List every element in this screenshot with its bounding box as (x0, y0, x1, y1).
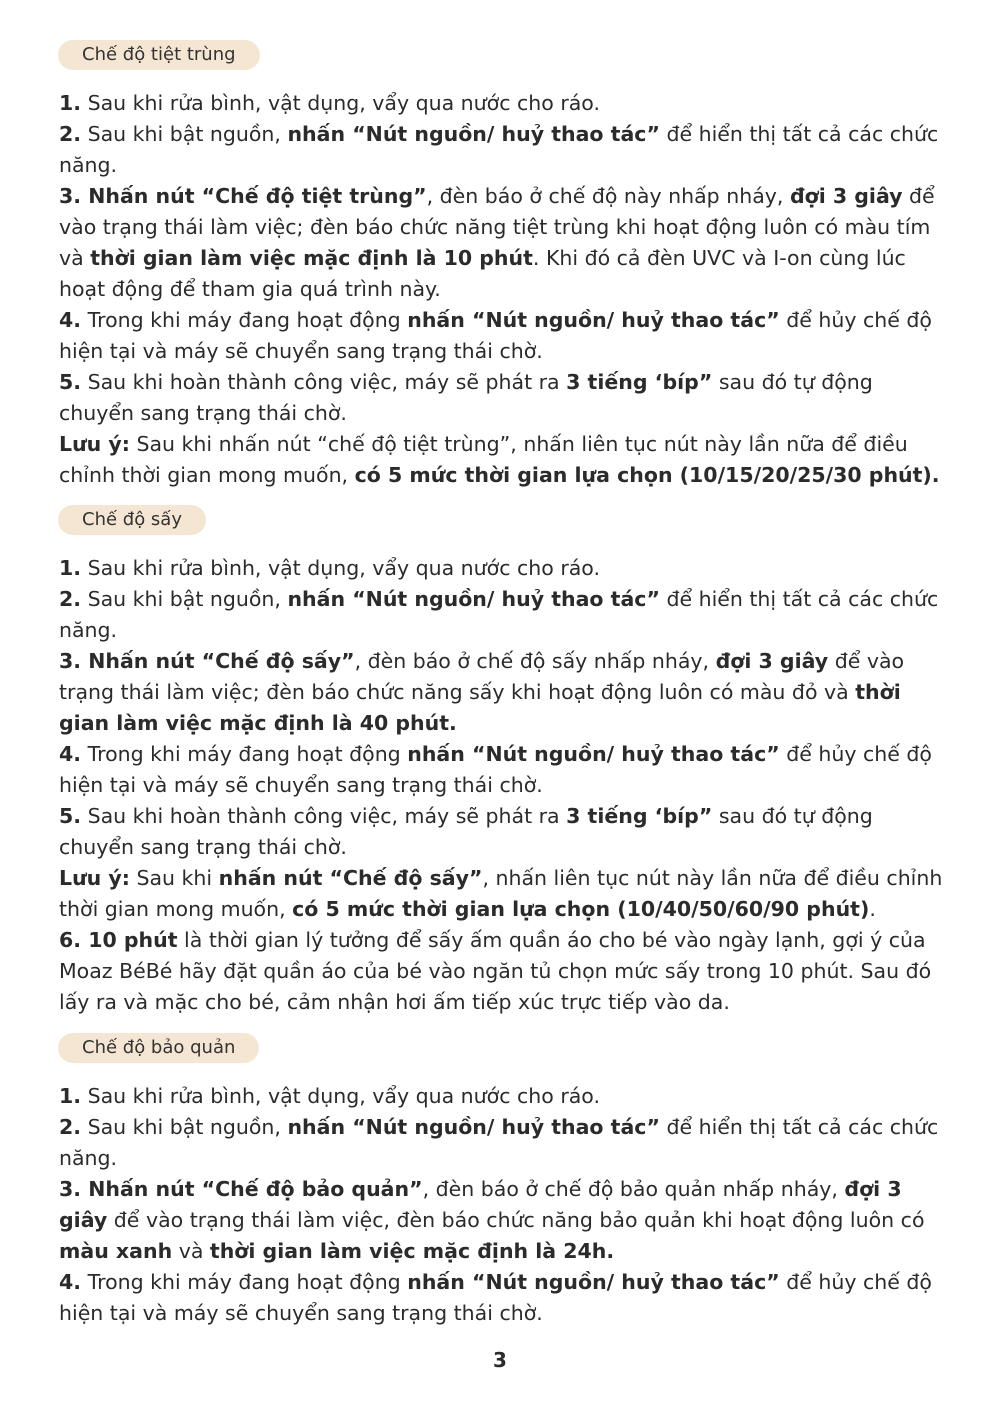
text: để hủy chế độ hiện tại và máy sẽ chuyển sang trạng thái chờ. (59, 308, 932, 363)
bold-text: nhấn “Nút nguồn/ huỷ thao tác” (287, 587, 660, 611)
bold-text: có 5 mức thời gian lựa chọn (10/40/50/60/90 phút) (292, 897, 870, 921)
bold-text: đợi 3 giây (715, 649, 829, 673)
instruction-item (59, 119, 949, 181)
bold-text: 3 tiếng ‘bíp” (566, 804, 713, 828)
text: , nhấn liên tục nút này lần nữa để điều chỉnh thời gian mong muốn, (59, 866, 943, 921)
text: để hiển thị tất cả các chức năng. (59, 1115, 939, 1170)
section-title: Chế độ bảo quản (58, 1033, 259, 1063)
section-title: Chế độ sấy (58, 505, 206, 535)
instruction-item (59, 1081, 949, 1112)
item-number: 1. (59, 91, 82, 115)
bold-text: nhấn “Nút nguồn/ huỷ thao tác” (287, 122, 660, 146)
item-number: 4. (59, 1270, 82, 1294)
text: , đèn báo ở chế độ sấy nhấp nháy, (354, 649, 716, 673)
section-body (59, 1081, 949, 1329)
item-number: 5. (59, 804, 82, 828)
note-item (59, 863, 949, 925)
text: , đèn báo ở chế độ này nhấp nháy, (426, 184, 790, 208)
instruction-item (59, 305, 949, 367)
section-body (59, 553, 949, 1018)
note-item (59, 429, 949, 491)
instruction-item (59, 181, 949, 305)
bold-text: có 5 mức thời gian lựa chọn (10/15/20/25/30 phút). (354, 463, 940, 487)
item-number: 4. (59, 742, 82, 766)
text: để vào trạng thái làm việc; đèn báo chức năng tiệt trùng khi hoạt động luôn có màu tím và (59, 184, 935, 270)
instruction-item (59, 1174, 949, 1267)
bold-text: 10 phút (81, 928, 178, 952)
item-number: 2. (59, 1115, 82, 1139)
text: Sau khi rửa bình, vật dụng, vẩy qua nước cho ráo. (81, 91, 601, 115)
text: Trong khi máy đang hoạt động (81, 742, 408, 766)
instruction-item (59, 801, 949, 863)
text: là thời gian lý tưởng để sấy ấm quần áo cho bé vào ngày lạnh, gợi ý của Moaz BéBé hãy đặt quần áo của bé vào ngăn tủ chọn mức sấy trong 10 phút. Sau đó lấy ra và mặc cho bé, cảm nhận hơi ấm tiếp xúc trực tiếp vào da. (59, 928, 932, 1014)
bold-text: Nhấn nút “Chế độ tiệt trùng” (81, 184, 427, 208)
bold-text: thời gian làm việc mặc định là 10 phút (90, 246, 533, 270)
bold-text: đợi 3 giây (789, 184, 903, 208)
item-number: 3. (59, 184, 82, 208)
page-number: 3 (493, 1348, 507, 1372)
bold-text: nhấn “Nút nguồn/ huỷ thao tác” (407, 742, 780, 766)
instruction-item (59, 553, 949, 584)
bold-text: Nhấn nút “Chế độ sấy” (81, 649, 355, 673)
bold-text: nhấn “Nút nguồn/ huỷ thao tác” (407, 308, 780, 332)
bold-text: thời gian làm việc mặc định là 24h. (209, 1239, 615, 1263)
instruction-item (59, 739, 949, 801)
instruction-item (59, 367, 949, 429)
bold-text: nhấn nút “Chế độ sấy” (218, 866, 483, 890)
text: Sau khi bật nguồn, (81, 1115, 288, 1139)
text: , đèn báo ở chế độ bảo quản nhấp nháy, (422, 1177, 845, 1201)
bold-text: nhấn “Nút nguồn/ huỷ thao tác” (407, 1270, 780, 1294)
instruction-item (59, 1267, 949, 1329)
text: Sau khi nhấn nút “chế độ tiệt trùng”, nhấn liên tục nút này lần nữa để điều chỉnh thời gian mong muốn, (59, 432, 908, 487)
text: . (869, 897, 876, 921)
item-number: 6. (59, 928, 82, 952)
instruction-item (59, 646, 949, 739)
section-sterilize (59, 40, 949, 491)
text: Sau khi hoàn thành công việc, máy sẽ phát ra (81, 804, 567, 828)
section-dry (59, 505, 949, 1018)
instruction-item (59, 584, 949, 646)
bold-text: đợi 3 giây (59, 1177, 902, 1232)
text: Trong khi máy đang hoạt động (81, 308, 408, 332)
item-number: 4. (59, 308, 82, 332)
item-number: 2. (59, 122, 82, 146)
item-number: 3. (59, 1177, 82, 1201)
text: Sau khi hoàn thành công việc, máy sẽ phát ra (81, 370, 567, 394)
text: Trong khi máy đang hoạt động (81, 1270, 408, 1294)
text: để vào trạng thái làm việc, đèn báo chức năng bảo quản khi hoạt động luôn có (107, 1208, 925, 1232)
bold-text: 3 tiếng ‘bíp” (566, 370, 713, 394)
section-title: Chế độ tiệt trùng (58, 40, 260, 70)
text: sau đó tự động chuyển sang trạng thái chờ. (59, 370, 873, 425)
bold-text: nhấn “Nút nguồn/ huỷ thao tác” (287, 1115, 660, 1139)
instruction-item (59, 88, 949, 119)
section-storage (59, 1033, 949, 1329)
item-number: 3. (59, 649, 82, 673)
text: sau đó tự động chuyển sang trạng thái chờ. (59, 804, 873, 859)
instruction-item (59, 925, 949, 1018)
item-number: 1. (59, 556, 82, 580)
text: Sau khi bật nguồn, (81, 587, 288, 611)
item-number: 5. (59, 370, 82, 394)
text: Sau khi rửa bình, vật dụng, vẩy qua nước cho ráo. (81, 556, 601, 580)
text: để hủy chế độ hiện tại và máy sẽ chuyển sang trạng thái chờ. (59, 742, 932, 797)
bold-text: Nhấn nút “Chế độ bảo quản” (81, 1177, 423, 1201)
bold-text: thời gian làm việc mặc định là 40 phút. (59, 680, 901, 735)
bold-text: màu xanh (59, 1239, 173, 1263)
text: và (172, 1239, 210, 1263)
text: . Khi đó cả đèn UVC và I-on cùng lúc hoạt động để tham gia quá trình này. (59, 246, 906, 301)
instruction-item (59, 1112, 949, 1174)
item-number: 1. (59, 1084, 82, 1108)
text: để vào trạng thái làm việc; đèn báo chức năng sấy khi hoạt động luôn có màu đỏ và (59, 649, 905, 704)
text: để hiển thị tất cả các chức năng. (59, 587, 939, 642)
item-number: 2. (59, 587, 82, 611)
text: Sau khi (129, 866, 219, 890)
bold-text: Lưu ý: (59, 866, 130, 890)
text: Sau khi bật nguồn, (81, 122, 288, 146)
text: Sau khi rửa bình, vật dụng, vẩy qua nước cho ráo. (81, 1084, 601, 1108)
text: để hiển thị tất cả các chức năng. (59, 122, 939, 177)
bold-text: Lưu ý: (59, 432, 130, 456)
section-body (59, 88, 949, 491)
text: để hủy chế độ hiện tại và máy sẽ chuyển sang trạng thái chờ. (59, 1270, 932, 1325)
